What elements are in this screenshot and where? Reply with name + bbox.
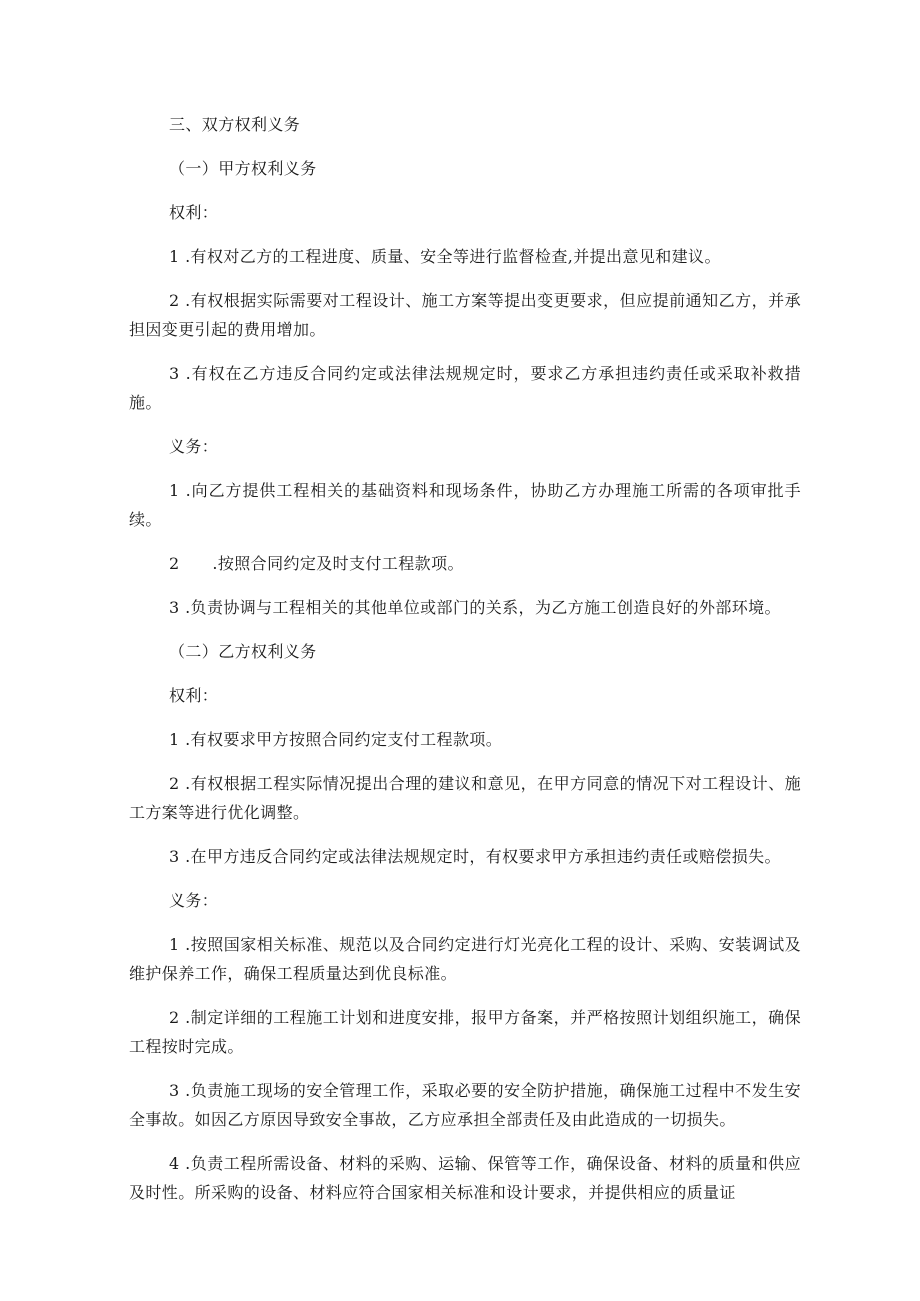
- party-a-obligations-label: 义务：: [169, 437, 219, 456]
- document-body: [129, 110, 801, 1222]
- subsection-heading-party-a: （一）甲方权利义务: [169, 159, 317, 178]
- party-b-right-3: 3 .在甲方违反合同约定或法律法规规定时，有权要求甲方承担违约责任或赔偿损失。: [169, 847, 781, 866]
- party-a-rights-label: 权利：: [169, 203, 219, 222]
- party-b-obligations-label: 义务：: [169, 891, 219, 910]
- section-heading-rights-obligations: 三、双方权利义务: [169, 115, 301, 134]
- party-a-right-3: 3 .有权在乙方违反合同约定或法律法规规定时，要求乙方承担违约责任或采取补救措施。: [129, 364, 801, 412]
- party-b-right-2: 2 .有权根据工程实际情况提出合理的建议和意见，在甲方同意的情况下对工程设计、施工方案等进行优化调整。: [129, 774, 801, 822]
- party-b-obligation-1: 1 .按照国家相关标准、规范以及合同约定进行灯光亮化工程的设计、采购、安装调试及维护保养工作，确保工程质量达到优良标准。: [129, 935, 801, 983]
- party-b-right-1: 1 .有权要求甲方按照合同约定支付工程款项。: [169, 730, 503, 749]
- party-a-obligation-1: 1 .向乙方提供工程相关的基础资料和现场条件，协助乙方办理施工所需的各项审批手续。: [129, 481, 801, 529]
- party-b-rights-label: 权利：: [169, 686, 219, 705]
- party-a-right-2: 2 .有权根据实际需要对工程设计、施工方案等提出变更要求，但应提前通知乙方，并承担因变更引起的费用增加。: [129, 291, 801, 339]
- party-a-obligation-2: 2 .按照合同约定及时支付工程款项。: [169, 554, 464, 573]
- party-a-obligation-3: 3 .负责协调与工程相关的其他单位或部门的关系，为乙方施工创造良好的外部环境。: [169, 598, 781, 617]
- party-b-obligation-2: 2 .制定详细的工程施工计划和进度安排，报甲方备案，并严格按照计划组织施工，确保工程按时完成。: [129, 1008, 801, 1056]
- subsection-heading-party-b: （二）乙方权利义务: [169, 642, 317, 661]
- party-a-right-1: 1 .有权对乙方的工程进度、质量、安全等进行监督检查,并提出意见和建议。: [169, 247, 721, 266]
- party-b-obligation-4: 4 .负责工程所需设备、材料的采购、运输、保管等工作，确保设备、材料的质量和供应及时性。所采购的设备、材料应符合国家相关标准和设计要求，并提供相应的质量证: [129, 1154, 801, 1202]
- party-b-obligation-3: 3 .负责施工现场的安全管理工作，采取必要的安全防护措施，确保施工过程中不发生安全事故。如因乙方原因导致安全事故，乙方应承担全部责任及由此造成的一切损失。: [129, 1081, 801, 1129]
